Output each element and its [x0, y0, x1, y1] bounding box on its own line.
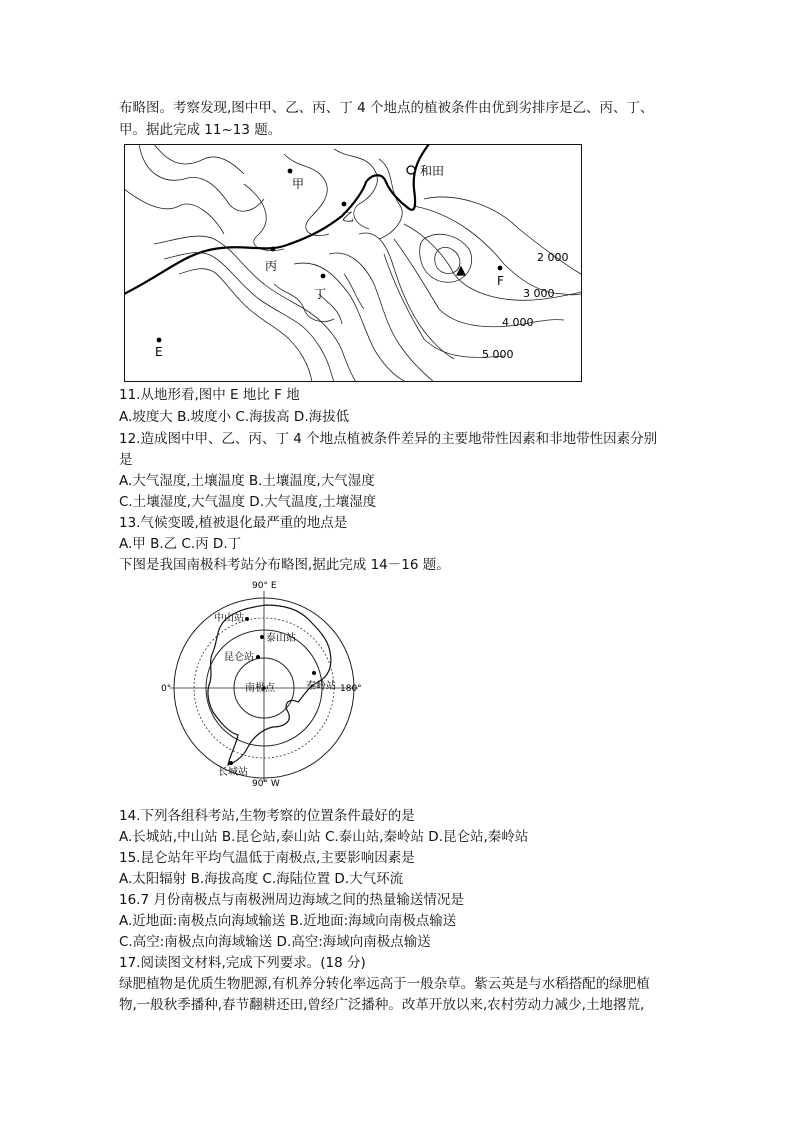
- q16-options-2: C.高空:南极点向海域输送 D.高空:海域向南极点输送: [119, 934, 431, 950]
- label-zhongshan: 中山站: [214, 613, 244, 624]
- label-qinling: 秦岭站: [306, 681, 336, 692]
- label-changcheng: 长城站: [218, 767, 248, 778]
- q13-stem: 13.气候变暖,植被退化最严重的地点是: [119, 515, 348, 531]
- f-marker: [498, 266, 503, 271]
- q14-stem: 14.下列各组科考站,生物考察的位置条件最好的是: [119, 808, 415, 824]
- label-e: E: [155, 345, 163, 359]
- q11-options: A.坡度大 B.坡度小 C.海拔高 D.海拔低: [119, 409, 350, 425]
- q17-stem: 17.阅读图文材料,完成下列要求。(18 分): [119, 955, 366, 971]
- bing-marker: [271, 247, 276, 252]
- label-taishan: 泰山站: [266, 633, 296, 644]
- label-jia: 甲: [292, 177, 305, 191]
- label-kunlun: 昆仑站: [224, 652, 254, 663]
- label-90w: 90° W: [252, 779, 280, 787]
- q16-stem: 16.7 月份南极点与南极洲周边海域之间的热量输送情况是: [119, 892, 464, 908]
- label-2000: 2 000: [537, 251, 569, 264]
- e-marker: [157, 338, 162, 343]
- intro-line-1: 布略图。考察发现,图中甲、乙、丙、丁 4 个地点的植被条件由优到劣排序是乙、丙、丁、: [119, 100, 654, 116]
- label-pole: 南极点: [245, 683, 275, 694]
- hetian-marker: [407, 166, 415, 174]
- label-yi: 乙: [342, 210, 355, 224]
- intro-2: 下图是我国南极科考站分布略图,据此完成 14－16 题。: [119, 557, 450, 573]
- label-4000: 4 000: [502, 316, 534, 329]
- q16-options-1: A.近地面:南极点向海域输送 B.近地面:海域向南极点输送: [119, 913, 457, 929]
- antarctica-map: [158, 577, 370, 787]
- q12-stem-2: 是: [119, 452, 133, 468]
- q17-para-2: 物,一般秋季播种,春节翻耕还田,曾经广泛播种。改革开放以来,农村劳动力减少,土地撂荒,: [119, 997, 645, 1013]
- label-bing: 丙: [265, 259, 278, 273]
- label-0deg: 0°: [161, 684, 172, 694]
- intro-line-2: 甲。据此完成 11~13 题。: [119, 122, 282, 138]
- q14-options: A.长城站,中山站 B.昆仑站,泰山站 C.泰山站,秦岭站 D.昆仑站,秦岭站: [119, 829, 529, 845]
- q17-para-1: 绿肥植物是优质生物肥源,有机养分转化率远高于一般杂草。紫云英是与水稻搭配的绿肥植: [119, 976, 650, 992]
- q12-options-2: C.土壤湿度,大气温度 D.大气温度,土壤湿度: [119, 494, 377, 510]
- label-ding: 丁: [314, 287, 327, 301]
- yi-marker: [342, 202, 347, 207]
- peak-icon: ▲: [456, 263, 466, 278]
- ding-marker: [321, 274, 326, 279]
- q12-options-1: A.大气湿度,土壤温度 B.土壤温度,大气湿度: [119, 473, 375, 489]
- label-f: F: [497, 274, 504, 288]
- label-90e: 90° E: [252, 581, 277, 591]
- label-5000: 5 000: [482, 348, 514, 361]
- q12-stem: 12.造成图中甲、乙、丙、丁 4 个地点植被条件差异的主要地带性因素和非地带性因素分别: [119, 431, 658, 447]
- q13-options: A.甲 B.乙 C.丙 D.丁: [119, 536, 242, 552]
- jia-marker: [288, 169, 293, 174]
- topographic-map: [124, 144, 582, 382]
- label-hetian: 和田: [420, 164, 445, 178]
- q15-options: A.太阳辐射 B.海拔高度 C.海陆位置 D.大气环流: [119, 871, 404, 887]
- q15-stem: 15.昆仑站年平均气温低于南极点,主要影响因素是: [119, 850, 415, 866]
- q11-stem: 11.从地形看,图中 E 地比 F 地: [119, 387, 300, 403]
- label-180deg: 180°: [340, 684, 362, 694]
- label-3000: 3 000: [523, 287, 555, 300]
